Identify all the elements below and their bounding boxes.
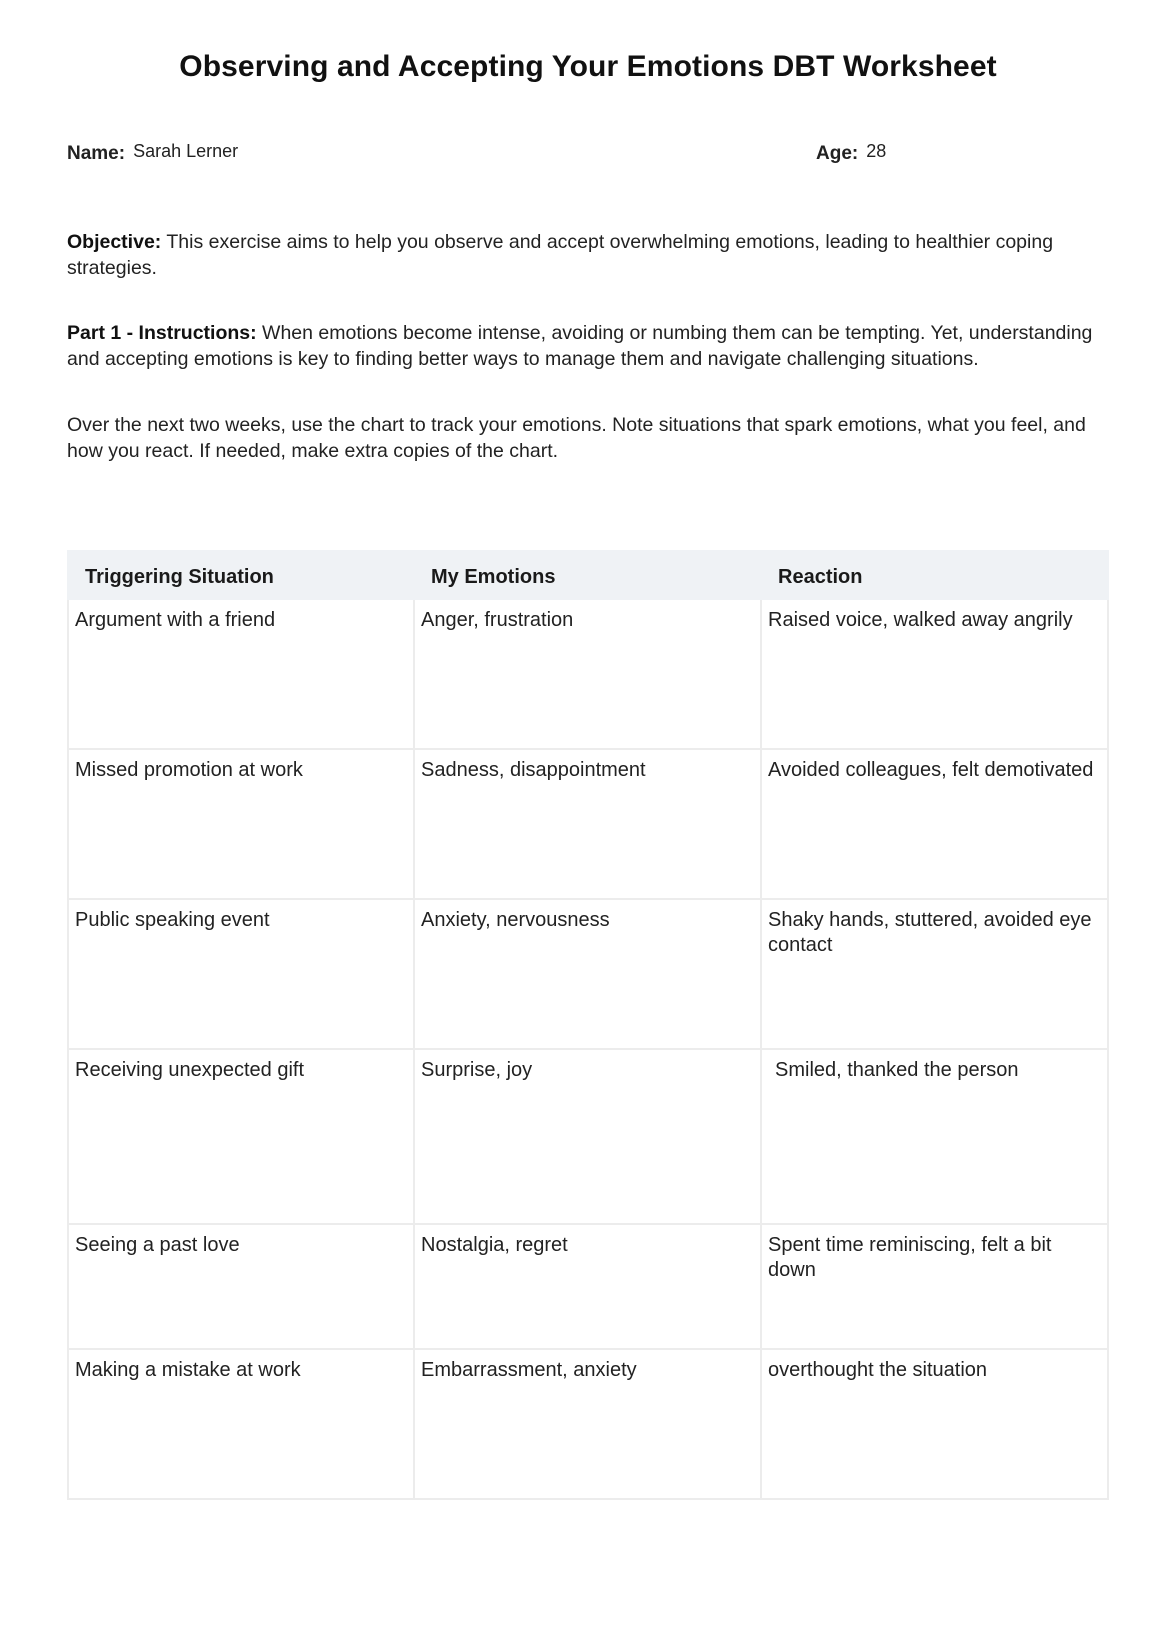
age-label: Age:	[816, 143, 859, 164]
situation-cell[interactable]: Making a mistake at work	[68, 1349, 414, 1499]
age-field	[816, 143, 886, 165]
emotions-cell[interactable]: Anxiety, nervousness	[414, 899, 761, 1049]
situation-cell[interactable]: Public speaking event	[68, 899, 414, 1049]
emotions-cell[interactable]: Sadness, disappointment	[414, 749, 761, 899]
table-row	[68, 1049, 1108, 1224]
emotions-cell[interactable]: Surprise, joy	[414, 1049, 761, 1224]
instructions-text: When emotions become intense, avoiding or numbing them can be tempting. Yet, understanding and accepting emotions is key to finding better ways to manage them and navigate challenging situations.	[67, 322, 1093, 370]
header-triggering-situation: Triggering Situation	[68, 551, 414, 599]
emotions-cell[interactable]: Nostalgia, regret	[414, 1224, 761, 1349]
header-reaction: Reaction	[761, 551, 1108, 599]
instructions-label: Part 1 - Instructions:	[67, 322, 257, 344]
table-row	[68, 749, 1108, 899]
emotions-cell[interactable]: Anger, frustration	[414, 599, 761, 749]
objective-text: This exercise aims to help you observe and accept overwhelming emotions, leading to healthier coping strategies.	[67, 231, 1054, 279]
reaction-cell[interactable]: Spent time reminiscing, felt a bit down	[761, 1224, 1108, 1349]
reaction-cell[interactable]: Avoided colleagues, felt demotivated	[761, 749, 1108, 899]
table-row	[68, 899, 1108, 1049]
table-row	[68, 599, 1108, 749]
situation-cell[interactable]: Argument with a friend	[68, 599, 414, 749]
reaction-cell[interactable]: Raised voice, walked away angrily	[761, 599, 1108, 749]
table-row	[68, 1224, 1108, 1349]
reaction-cell[interactable]: Shaky hands, stuttered, avoided eye contact	[761, 899, 1108, 1049]
objective-paragraph	[67, 230, 1107, 281]
tracking-paragraph: Over the next two weeks, use the chart to track your emotions. Note situations that spark emotions, what you feel, and how you react. If needed, make extra copies of the chart.	[67, 414, 1086, 462]
name-value[interactable]: Sarah Lerner	[133, 141, 239, 161]
header-my-emotions: My Emotions	[414, 551, 761, 599]
reaction-cell[interactable]: Smiled, thanked the person	[761, 1049, 1108, 1224]
name-label: Name:	[67, 143, 126, 164]
situation-cell[interactable]: Seeing a past love	[68, 1224, 414, 1349]
instructions-paragraph	[67, 321, 1107, 372]
reaction-cell[interactable]: overthought the situation	[761, 1349, 1108, 1499]
emotion-tracking-table	[67, 550, 1109, 1500]
objective-label: Objective:	[67, 231, 162, 253]
page-title: Observing and Accepting Your Emotions DBT Worksheet	[179, 50, 997, 83]
table-row	[68, 1349, 1108, 1499]
emotions-cell[interactable]: Embarrassment, anxiety	[414, 1349, 761, 1499]
situation-cell[interactable]: Missed promotion at work	[68, 749, 414, 899]
age-value[interactable]: 28	[866, 141, 887, 161]
table-header-row	[68, 551, 1108, 599]
name-field	[67, 143, 238, 165]
situation-cell[interactable]: Receiving unexpected gift	[68, 1049, 414, 1224]
